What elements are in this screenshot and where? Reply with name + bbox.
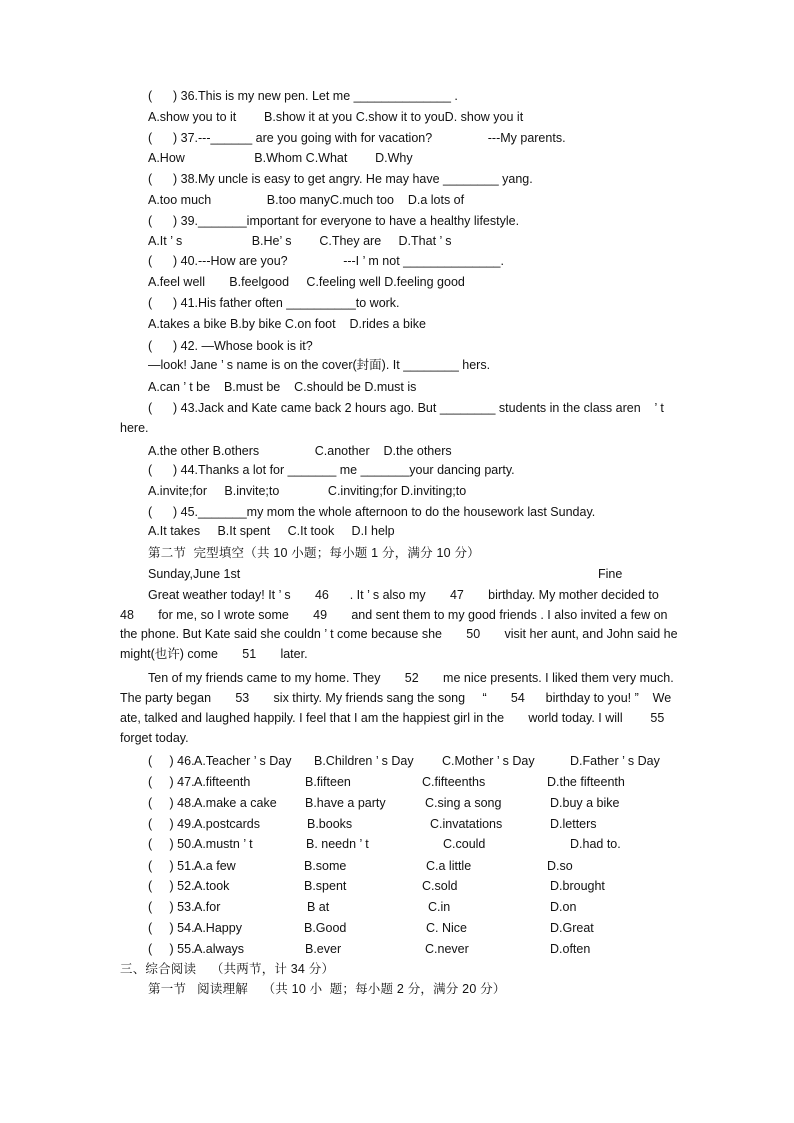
passage-line: Great weather today! It ’ s 46 . It ’ s also my 47 birthday. My mother decided to — [148, 588, 659, 602]
cloze-option-d: D.buy a bike — [550, 796, 620, 810]
cloze-num: ( ) 55. — [148, 942, 195, 956]
passage-line: the phone. But Kate said she couldn ’ t come because she 50 visit her aunt, and John said he — [120, 627, 678, 641]
cloze-option-d: D.letters — [550, 817, 597, 831]
cloze-option-c: C.in — [428, 900, 451, 914]
cloze-option-b: B.ever — [305, 942, 342, 956]
q36-stem: ( ) 36.This is my new pen. Let me ______________ . — [148, 89, 458, 103]
cloze-option-c: C. Nice — [426, 921, 467, 935]
part3-title: 三、综合阅读 （共两节，计 34 分） — [120, 962, 335, 976]
cloze-option-b: B.spent — [304, 879, 347, 893]
cloze-option-d: D.brought — [550, 879, 605, 893]
q42-stem: ( ) 42. —Whose book is it? — [148, 339, 313, 353]
q41-stem: ( ) 41.His father often __________to work. — [148, 296, 400, 310]
cloze-option-a: A.make a cake — [194, 796, 277, 810]
cloze-option-b: B.have a party — [305, 796, 386, 810]
q45-options: A.It takes B.It spent C.It took D.I help — [148, 524, 395, 538]
passage-line: 48 for me, so I wrote some 49 and sent them to my good friends . I also invited a few on — [120, 608, 668, 622]
cloze-option-c: C.could — [443, 837, 486, 851]
cloze-option-a: A.took — [194, 879, 230, 893]
passage-date: Sunday,June 1st — [148, 567, 241, 581]
passage-line: ate, talked and laughed happily. I feel that I am the happiest girl in the world today. I will 55 — [120, 711, 665, 725]
cloze-num: ( ) 51. — [148, 859, 195, 873]
cloze-num: ( ) 53. — [148, 900, 195, 914]
cloze-option-d: D.so — [547, 859, 573, 873]
q37-stem: ( ) 37.---______ are you going with for vacation? ---My parents. — [148, 131, 566, 145]
cloze-option-a: A.Happy — [194, 921, 242, 935]
cloze-option-b: B.books — [307, 817, 353, 831]
cloze-num: ( ) 47. — [148, 775, 195, 789]
q36-options: A.show you to it B.show it at you C.show it to youD. show you it — [148, 110, 524, 124]
q38-options: A.too much B.too manyC.much too D.a lots of — [148, 193, 465, 207]
cloze-option-c: C.fifteenths — [422, 775, 486, 789]
section2-title: 第二节 完型填空（共 10 小题；每小题 1 分，满分 10 分） — [148, 546, 480, 560]
cloze-option-d: D.had to. — [570, 837, 621, 851]
cloze-num: ( ) 46. — [148, 754, 195, 768]
passage-line: might(也许) come 51 later. — [120, 647, 308, 661]
cloze-option-a: A.Teacher ’ s Day — [194, 754, 292, 768]
q42-options: A.can ’ t be B.must be C.should be D.must is — [148, 380, 417, 394]
cloze-option-a: A.fifteenth — [194, 775, 251, 789]
q44-stem: ( ) 44.Thanks a lot for _______ me _______your dancing party. — [148, 463, 515, 477]
cloze-option-a: A.mustn ’ t — [194, 837, 253, 851]
cloze-option-a: A.always — [194, 942, 245, 956]
cloze-option-b: B.Children ’ s Day — [314, 754, 414, 768]
passage-line: Ten of my friends came to my home. They 52 me nice presents. I liked them very much. — [148, 671, 674, 685]
cloze-option-a: A.postcards — [194, 817, 261, 831]
cloze-option-b: B.fifteen — [305, 775, 351, 789]
cloze-option-c: C.sing a song — [425, 796, 502, 810]
cloze-option-c: C.sold — [422, 879, 458, 893]
cloze-option-d: D.Father ’ s Day — [570, 754, 660, 768]
cloze-option-d: D.on — [550, 900, 577, 914]
q37-options: A.How B.Whom C.What D.Why — [148, 151, 413, 165]
q40-options: A.feel well B.feelgood C.feeling well D.feeling good — [148, 275, 465, 289]
q45-stem: ( ) 45._______my mom the whole afternoon to do the housework last Sunday. — [148, 505, 596, 519]
cloze-option-d: D.Great — [550, 921, 594, 935]
cloze-num: ( ) 54. — [148, 921, 195, 935]
cloze-option-b: B.Good — [304, 921, 347, 935]
cloze-option-c: C.a little — [426, 859, 472, 873]
cloze-option-a: A.a few — [194, 859, 236, 873]
q38-stem: ( ) 38.My uncle is easy to get angry. He may have ________ yang. — [148, 172, 533, 186]
q44-options: A.invite;for B.invite;to C.inviting;for D.inviting;to — [148, 484, 467, 498]
cloze-num: ( ) 52. — [148, 879, 195, 893]
q41-options: A.takes a bike B.by bike C.on foot D.rides a bike — [148, 317, 426, 331]
q42-stem2: —look! Jane ’ s name is on the cover(封面). It ________ hers. — [148, 358, 491, 372]
q39-options: A.It ’ s B.He’ s C.They are D.That ’ s — [148, 234, 452, 248]
cloze-option-b: B at — [307, 900, 330, 914]
q43-options: A.the other B.others C.another D.the others — [148, 444, 452, 458]
cloze-num: ( ) 49. — [148, 817, 195, 831]
cloze-option-d: D.the fifteenth — [547, 775, 625, 789]
cloze-option-b: B. needn ’ t — [306, 837, 369, 851]
q43-stem-cont: here. — [120, 421, 149, 435]
cloze-option-c: C.never — [425, 942, 469, 956]
cloze-num: ( ) 48. — [148, 796, 195, 810]
passage-weather: Fine — [598, 567, 623, 581]
cloze-option-c: C.Mother ’ s Day — [442, 754, 535, 768]
passage-line: The party began 53 six thirty. My friends sang the song “ 54 birthday to you! ” We — [120, 691, 672, 705]
cloze-option-b: B.some — [304, 859, 347, 873]
q39-stem: ( ) 39._______important for everyone to have a healthy lifestyle. — [148, 214, 520, 228]
part3-section1-title: 第一节 阅读理解 （共 10 小 题；每小题 2 分，满分 20 分） — [148, 982, 506, 996]
q40-stem: ( ) 40.---How are you? ---I ’ m not ______________. — [148, 254, 504, 268]
cloze-option-a: A.for — [194, 900, 221, 914]
passage-line: forget today. — [120, 731, 189, 745]
cloze-num: ( ) 50. — [148, 837, 195, 851]
q43-stem: ( ) 43.Jack and Kate came back 2 hours ago. But ________ students in the class aren ’ t — [148, 401, 664, 415]
cloze-option-c: C.invatations — [430, 817, 503, 831]
cloze-option-d: D.often — [550, 942, 591, 956]
